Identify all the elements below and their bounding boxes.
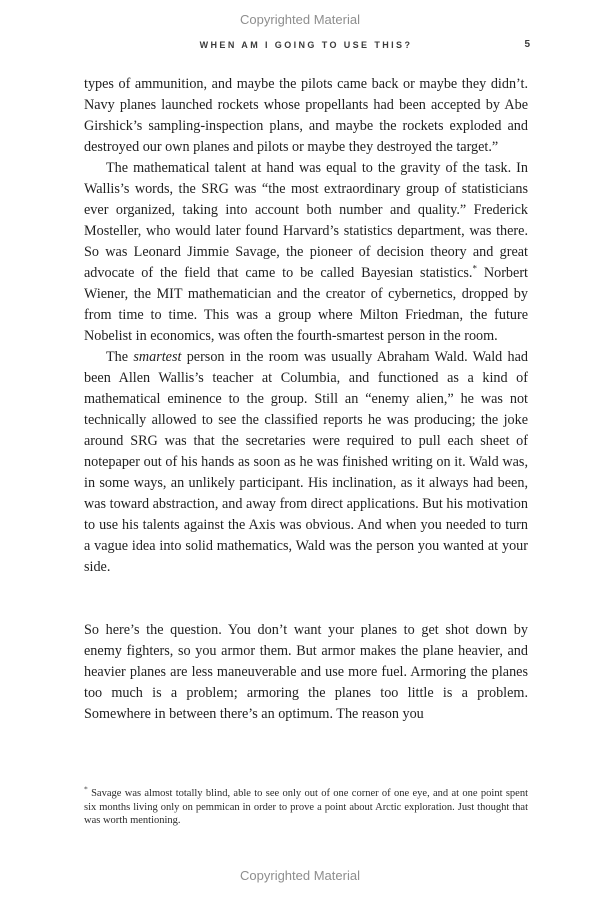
- paragraph-3-text: The: [106, 349, 134, 365]
- paragraph-2: [84, 158, 528, 347]
- running-header-title: WHEN AM I GOING TO USE THIS?: [199, 40, 413, 50]
- footnote-text: Savage was almost totally blind, able to see only out of one corner of one eye, and at one point spent six months living only on pemmican in order to prove a point about Arctic exploration. Just thought that was worth mentioning.: [84, 788, 528, 826]
- page-number: 5: [524, 39, 530, 50]
- paragraph-3-italic-word: smartest: [133, 349, 182, 365]
- section-break: [84, 578, 528, 620]
- running-header: [84, 40, 528, 54]
- footnote-marker: *: [84, 784, 88, 794]
- footnote-reference-marker: *: [472, 263, 477, 274]
- paragraph-3: [84, 347, 528, 578]
- copyright-notice-bottom: Copyrighted Material: [240, 868, 360, 883]
- copyright-notice-top: Copyrighted Material: [240, 12, 360, 27]
- paragraph-4: So here’s the question. You don’t want your planes to get shot down by enemy fighters, so you armor them. But armor makes the plane heavier, and heavier planes are less maneuverable and use more fuel. Armoring the planes too much is a problem; armoring the planes too little is a problem. Somewhere in between there’s an optimum. The reason you: [84, 622, 528, 722]
- paragraph-3-text-continued: person in the room was usually Abraham Wald. Wald had been Allen Wallis’s teacher at Columbia, and functioned as a kind of mathematical eminence to the group. Still an “enemy alien,” he was not technically allowed to see the classified reports he was producing; the joke around SRG was that the secretaries were required to pull each sheet of notepaper out of his hands as soon as he was finished writing on it. Wald was, in some ways, an unlikely participant. His inclination, as it always had been, was toward abstraction, and away from direct applications. But his motivation to use his talents against the Axis was obvious. And when you needed to turn a vague idea into solid mathematics, Wald was the person you wanted at your side.: [84, 349, 528, 575]
- body-text-block: [84, 74, 528, 725]
- footnote: [84, 784, 528, 828]
- paragraph-2-text: The mathematical talent at hand was equal to the gravity of the task. In Wallis’s words, the SRG was “the most extraordinary group of statisticians ever organized, taking into account both number and quality.” Frederick Mosteller, who would later found Harvard’s statistics department, was there. So was Leonard Jimmie Savage, the pioneer of decision theory and great advocate of the field that came to be called Bayesian statistics.: [84, 160, 528, 281]
- paragraph-1: types of ammunition, and maybe the pilots came back or maybe they didn’t. Navy planes launched rockets whose propellants had been accepted by Abe Girshick’s sampling-inspection plans, and maybe the rockets exploded and destroyed our own planes and pilots or maybe they destroyed the target.”: [84, 76, 528, 155]
- paragraph-2-text-continued: Norbert Wiener, the MIT mathematician and the creator of cybernetics, dropped by from time to time. This was a group where Milton Friedman, the future Nobelist in economics, was often the fourth-smartest person in the room.: [84, 265, 528, 344]
